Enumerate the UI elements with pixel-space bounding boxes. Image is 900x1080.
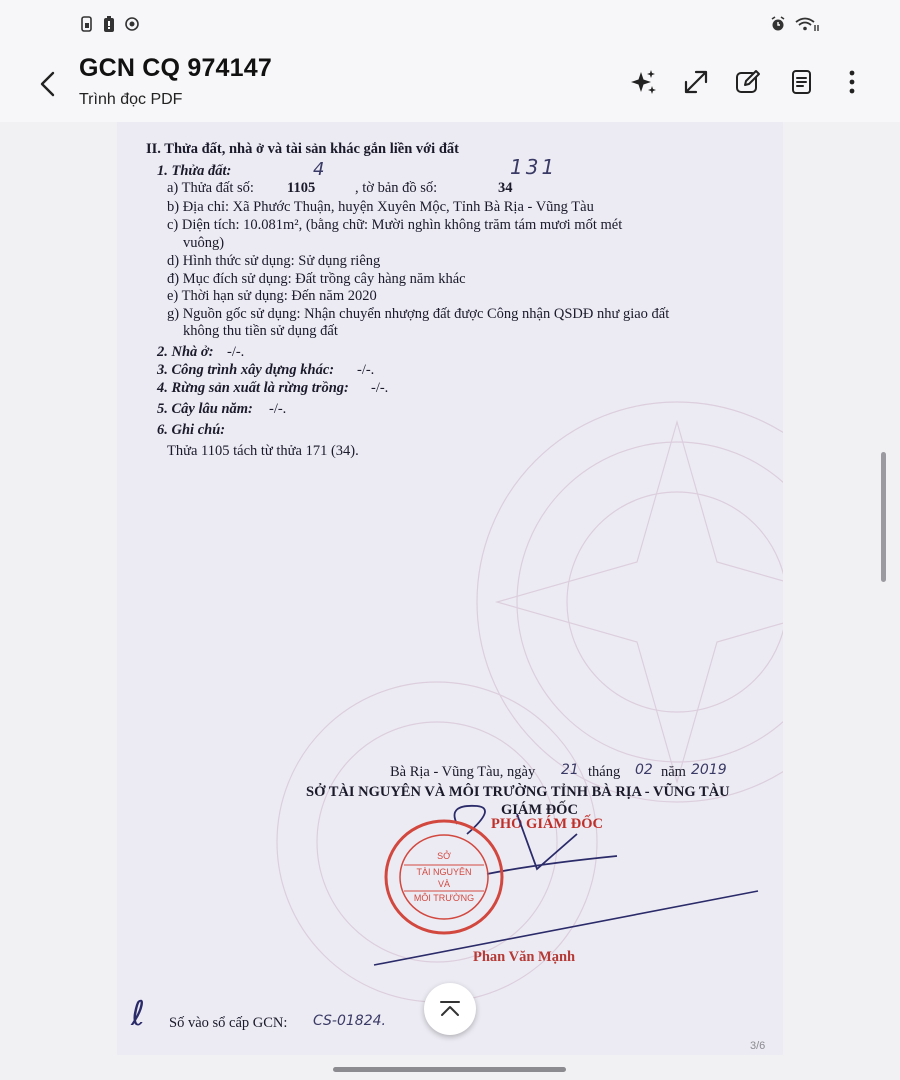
notes-label: 6. Ghi chú: bbox=[157, 422, 226, 438]
usage-term-line: e) Thời hạn sử dụng: Đến năm 2020 bbox=[167, 288, 377, 304]
ai-sparkle-icon bbox=[631, 69, 657, 95]
plot-number: 1105 bbox=[287, 180, 316, 196]
usage-form-line: d) Hình thức sử dụng: Sử dụng riêng bbox=[167, 253, 381, 269]
pdf-page[interactable] bbox=[117, 122, 783, 1055]
land-plot-label: 1. Thửa đất: bbox=[157, 163, 232, 179]
app-bar bbox=[0, 50, 900, 122]
registry-label: Số vào sổ cấp GCN: bbox=[169, 1015, 288, 1031]
battery-icon bbox=[102, 16, 116, 32]
document-icon bbox=[790, 69, 814, 95]
sync-icon bbox=[124, 16, 140, 32]
expand-icon bbox=[683, 69, 709, 95]
area-line: c) Diện tích: 10.081m², (bằng chữ: Mười nghìn không trăm tám mươi mốt mét bbox=[167, 217, 623, 233]
date-year: 2019 bbox=[691, 762, 727, 778]
registry-number: CS-01824. bbox=[313, 1013, 386, 1029]
perennial-label: 5. Cây lâu năm: bbox=[157, 401, 253, 417]
scroll-to-top-button[interactable] bbox=[424, 983, 476, 1035]
perennial-value: -/-. bbox=[269, 401, 287, 417]
plot-number-label: a) Thửa đất số: bbox=[167, 180, 254, 196]
scroll-to-top-icon bbox=[439, 1000, 461, 1018]
edit-button[interactable] bbox=[730, 64, 766, 100]
house-value: -/-. bbox=[227, 344, 245, 360]
expand-button[interactable] bbox=[678, 64, 714, 100]
usage-origin-line: g) Nguồn gốc sử dụng: Nhận chuyển nhượng đất được Công nhận QSDĐ như giao đất bbox=[167, 306, 670, 322]
app-subtitle: Trình đọc PDF bbox=[79, 91, 183, 108]
gesture-handle[interactable] bbox=[333, 1067, 566, 1072]
other-construction-label: 3. Công trình xây dựng khác: bbox=[157, 362, 335, 378]
more-vert-icon bbox=[848, 69, 856, 95]
date-prefix: Bà Rịa - Vũng Tàu, ngày bbox=[390, 764, 536, 780]
back-button[interactable] bbox=[30, 66, 66, 102]
status-right bbox=[770, 16, 820, 32]
usage-origin-line-cont: không thu tiền sử dụng đất bbox=[183, 323, 338, 339]
svg-text:TÀI NGUYÊN: TÀI NGUYÊN bbox=[416, 867, 472, 877]
handwritten-note-131: 131 bbox=[510, 155, 558, 179]
area-line-cont: vuông) bbox=[183, 235, 225, 251]
vertical-scrollbar[interactable] bbox=[881, 452, 886, 582]
back-arrow-icon bbox=[38, 70, 58, 98]
director-title: GIÁM ĐỐC bbox=[501, 802, 578, 818]
date-month: 02 bbox=[635, 762, 653, 778]
forest-label: 4. Rừng sản xuất là rừng trồng: bbox=[157, 380, 349, 396]
date-day: 21 bbox=[561, 762, 579, 778]
deputy-director-title: PHÓ GIÁM ĐỐC bbox=[491, 816, 603, 832]
status-left bbox=[80, 16, 140, 32]
status-bar bbox=[0, 0, 900, 50]
initial-mark: ℓ bbox=[131, 994, 146, 1034]
map-sheet-label: , tờ bản đồ số: bbox=[355, 180, 438, 196]
forest-value: -/-. bbox=[371, 380, 389, 396]
certificate-content bbox=[117, 122, 783, 1055]
date-year-label: năm bbox=[661, 764, 686, 780]
ai-assist-button[interactable] bbox=[626, 64, 662, 100]
wifi-icon bbox=[794, 16, 820, 32]
other-construction-value: -/-. bbox=[357, 362, 375, 378]
notes-value: Thửa 1105 tách từ thửa 171 (34). bbox=[167, 443, 359, 459]
address-line: b) Địa chỉ: Xã Phước Thuận, huyện Xuyên Mộc, Tỉnh Bà Rịa - Vũng Tàu bbox=[167, 199, 594, 215]
alarm-icon bbox=[770, 16, 786, 32]
svg-text:VÀ: VÀ bbox=[437, 879, 451, 889]
more-options-button[interactable] bbox=[834, 64, 870, 100]
edit-icon bbox=[735, 69, 761, 95]
map-sheet-number: 34 bbox=[498, 180, 513, 196]
section-heading: II. Thửa đất, nhà ở và tài sản khác gắn liền với đất bbox=[146, 141, 459, 157]
house-label: 2. Nhà ở: bbox=[157, 344, 214, 360]
document-info-button[interactable] bbox=[784, 64, 820, 100]
sim-icon bbox=[80, 16, 94, 32]
official-seal bbox=[382, 817, 512, 937]
date-month-label: tháng bbox=[588, 764, 621, 780]
issuing-agency: SỞ TÀI NGUYÊN VÀ MÔI TRƯỜNG TỈNH BÀ RỊA - VŨNG TÀU bbox=[306, 784, 730, 800]
handwritten-note-4: 4 bbox=[313, 159, 325, 180]
svg-text:SỞ: SỞ bbox=[437, 851, 451, 861]
svg-text:MÔI TRƯỜNG: MÔI TRƯỜNG bbox=[413, 893, 475, 903]
document-title: GCN CQ 974147 bbox=[79, 54, 272, 82]
signer-name: Phan Văn Mạnh bbox=[473, 949, 576, 965]
usage-purpose-line: đ) Mục đích sử dụng: Đất trồng cây hàng năm khác bbox=[167, 271, 466, 287]
page-indicator: 3/6 bbox=[750, 1040, 766, 1052]
